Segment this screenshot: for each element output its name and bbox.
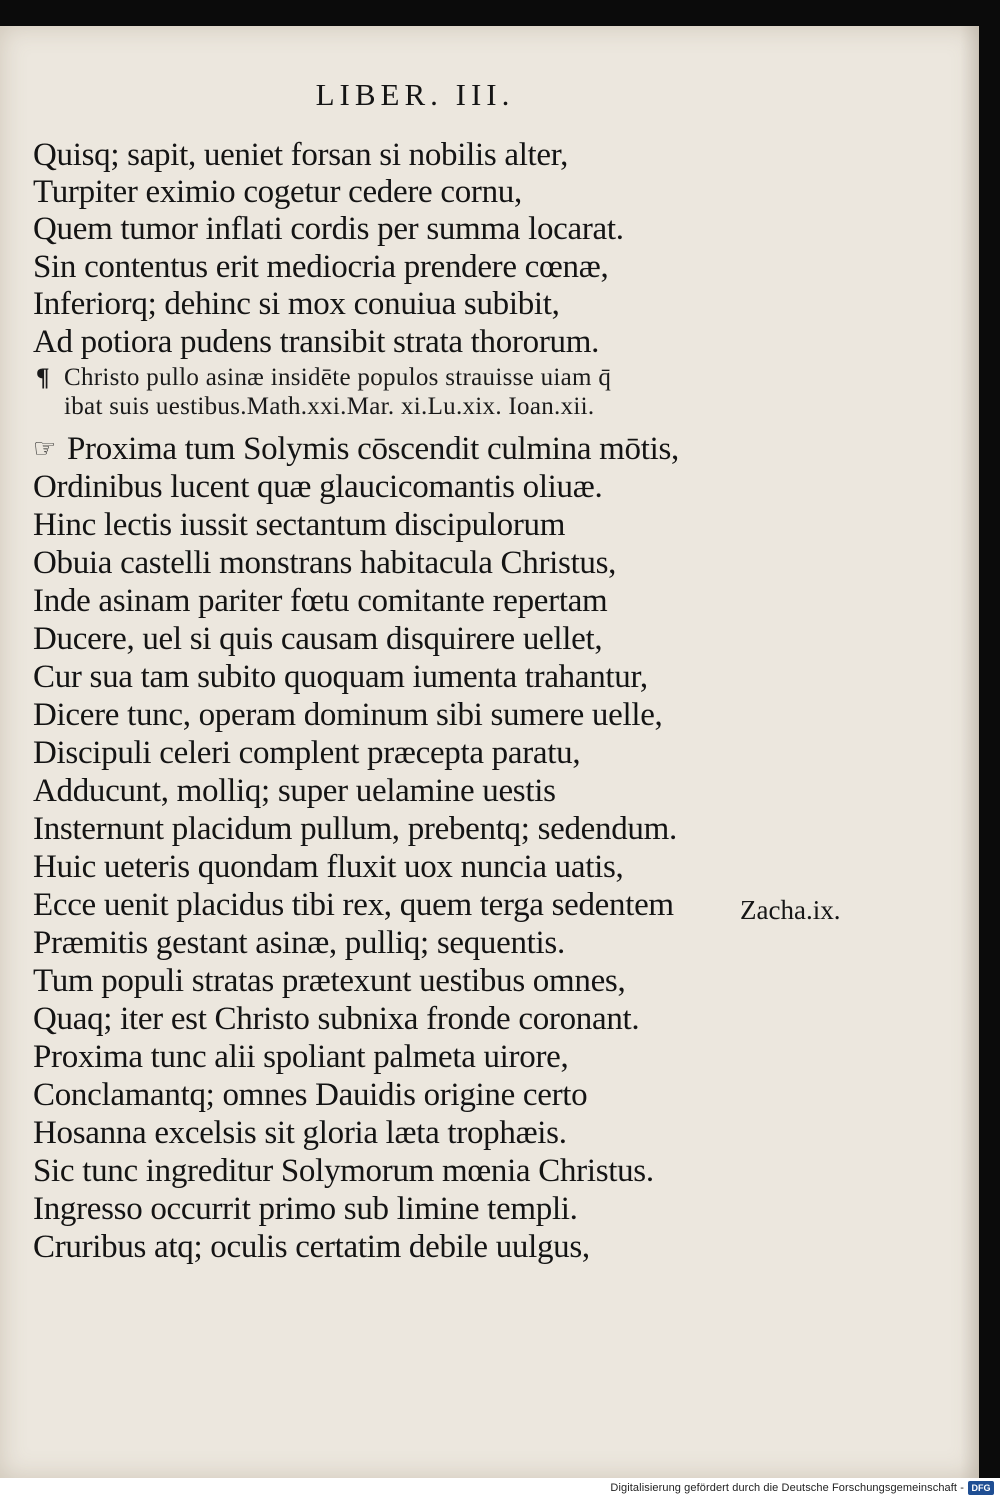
verse-line: Insternunt placidum pullum, prebentq; sedendum. [33,811,677,847]
book-page [0,26,979,1478]
footer-bar [0,1478,1000,1499]
verse-line: Adducunt, molliq; super uelamine uestis [33,773,556,809]
verse-line: Ducere, uel si quis causam disquirere uellet, [33,621,603,657]
dfg-logo: DFG [968,1481,994,1495]
verse-line: Huic ueteris quondam fluxit uox nuncia uatis, [33,849,624,885]
verse-line: Inferiorq; dehinc si mox conuiua subibit, [33,286,560,322]
verse-line: Quisq; sapit, ueniet forsan si nobilis alter, [33,137,569,173]
chapter-summary-line-2: ibat suis uestibus.Math.xxi.Mar. xi.Lu.xix. Ioan.xii. [64,393,595,420]
verse-line: Turpiter eximio cogetur cedere cornu, [33,174,522,210]
paragraph-mark-icon: ¶ [36,364,50,391]
verse-line: Discipuli celeri complent præcepta paratu, [33,735,581,771]
verse-text: Proxima tum Solymis cōscendit culmina mōtis, [67,431,679,467]
verse-line: Præmitis gestant asinæ, pulliq; sequentis. [33,925,565,961]
verse-line: Cur sua tam subito quoquam iumenta trahantur, [33,659,648,695]
running-header: LIBER. III. [315,77,515,112]
margin-reference: Zacha.ix. [740,895,841,925]
summary-text: Christo pullo asinæ insidēte populos strauisse uiam q̄ [64,364,612,391]
verse-line: Inde asinam pariter fœtu comitante repertam [33,583,608,619]
verse-line-first [33,431,679,468]
verse-line: Dicere tunc, operam dominum sibi sumere uelle, [33,697,663,733]
verse-line: Hinc lectis iussit sectantum discipulorum [33,507,566,543]
verse-line: Ingresso occurrit primo sub limine templi. [33,1191,578,1227]
verse-line: Cruribus atq; oculis certatim debile uulgus, [33,1229,590,1265]
chapter-summary-line-1 [36,364,611,392]
verse-line: Quaq; iter est Christo subnixa fronde coronant. [33,1001,640,1037]
pointing-hand-icon: ☞ [33,434,57,463]
verse-line: Quem tumor inflati cordis per summa locarat. [33,211,624,247]
verse-line: Proxima tunc alii spoliant palmeta uirore, [33,1039,569,1075]
verse-line: Hosanna excelsis sit gloria læta trophæis. [33,1115,567,1151]
verse-line: Ordinibus lucent quæ glaucicomantis oliuæ. [33,469,603,505]
funding-notice: Digitalisierung gefördert durch die Deutsche Forschungsgemeinschaft - [610,1482,964,1494]
verse-line: Conclamantq; omnes Dauidis origine certo [33,1077,588,1113]
verse-line: Ad potiora pudens transibit strata thororum. [33,324,600,360]
verse-line: Sic tunc ingreditur Solymorum mœnia Christus. [33,1153,654,1189]
verse-line: Tum populi stratas prætexunt uestibus omnes, [33,963,626,999]
verse-line: Obuia castelli monstrans habitacula Christus, [33,545,617,581]
verse-line: Ecce uenit placidus tibi rex, quem terga sedentem [33,887,674,923]
verse-line: Sin contentus erit mediocria prendere cœnæ, [33,249,609,285]
